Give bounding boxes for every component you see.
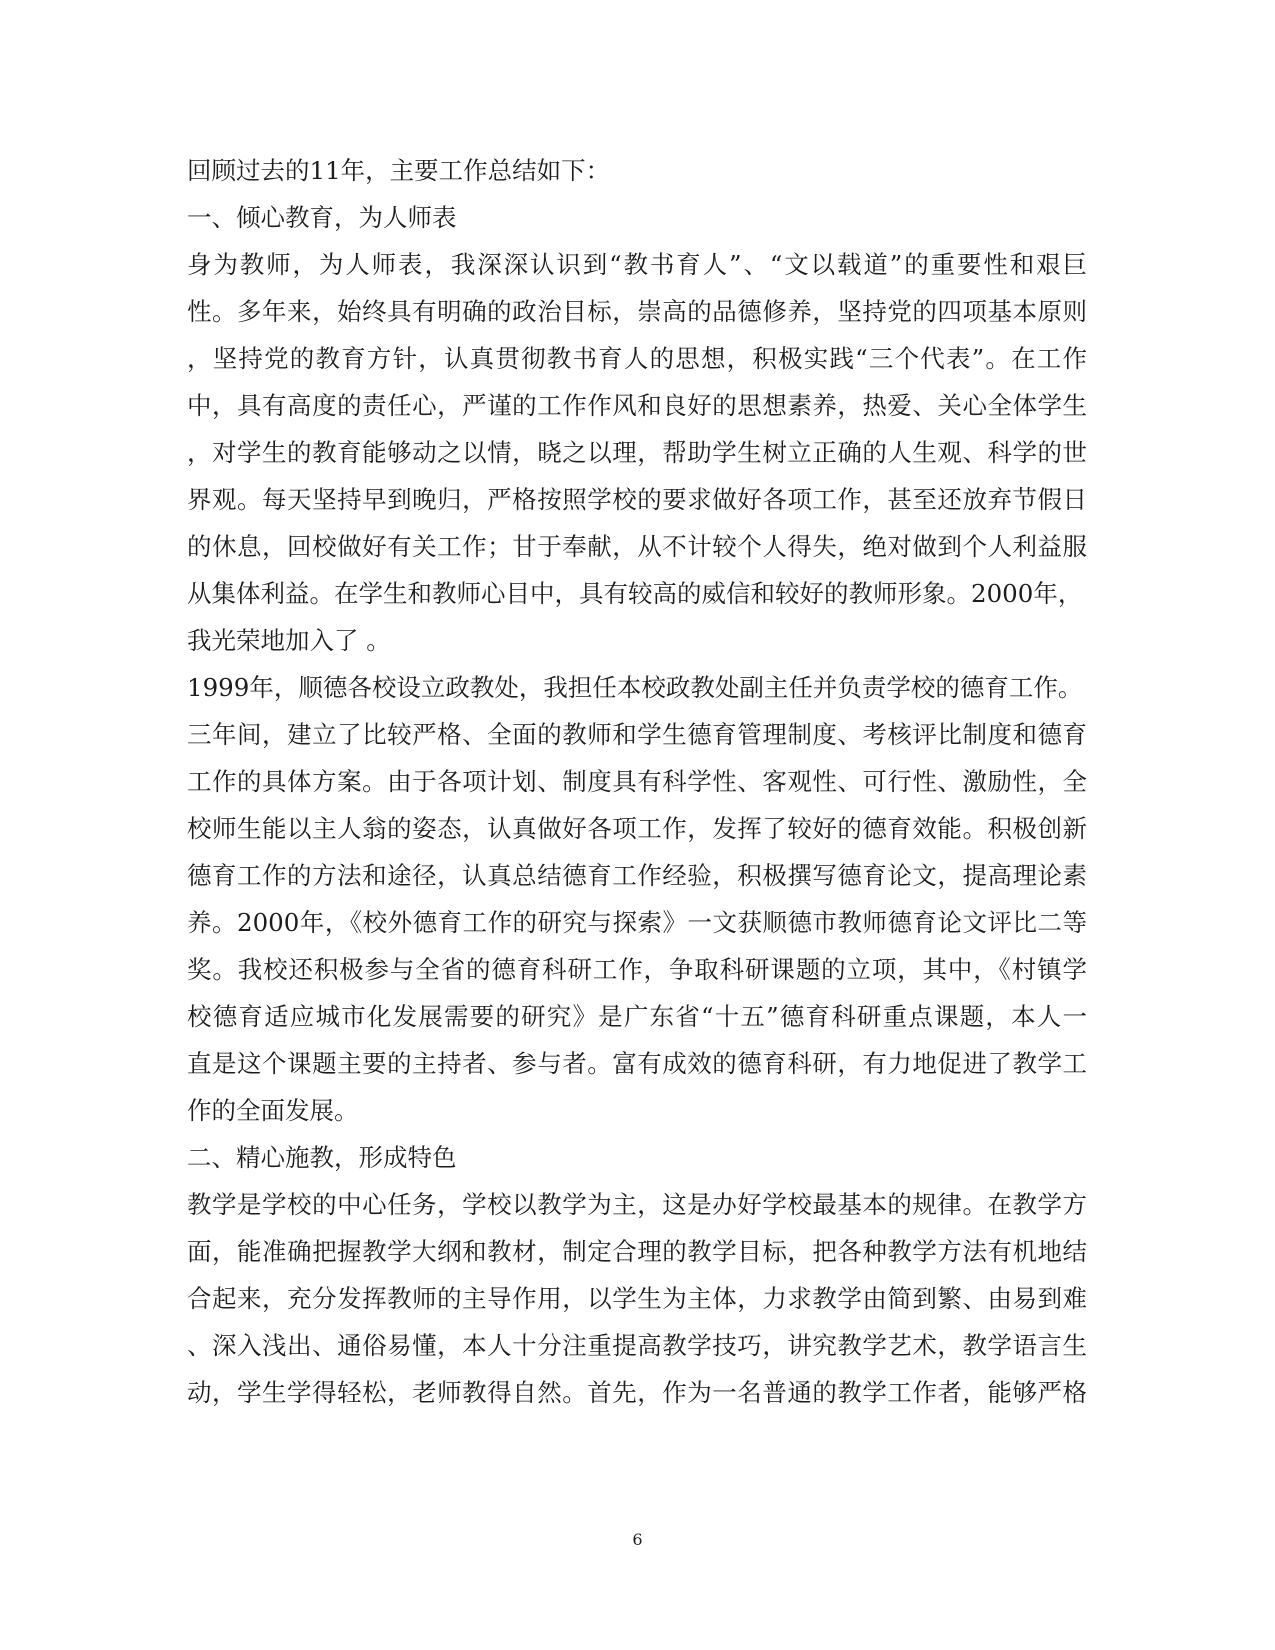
- text-line: 三年间，建立了比较严格、全面的教师和学生德育管理制度、考核评比制度和德育: [187, 720, 1087, 749]
- text-line: 面，能准确把握教学大纲和教材，制定合理的教学目标，把各种教学方法有机地结: [187, 1237, 1087, 1266]
- text-line: 德育工作的方法和途径，认真总结德育工作经验，积极撰写德育论文，提高理论素: [187, 861, 1087, 890]
- text-line: 1999年，顺德各校设立政教处，我担任本校政教处副主任并负责学校的德育工作。: [187, 673, 1083, 702]
- text-line: ，对学生的教育能够动之以情，晓之以理，帮助学生树立正确的人生观、科学的世: [187, 438, 1087, 467]
- text-line: 校师生能以主人翁的姿态，认真做好各项工作，发挥了较好的德育效能。积极创新: [187, 814, 1087, 843]
- page-number: 6: [632, 1530, 643, 1549]
- text-line: 直是这个课题主要的主持者、参与者。富有成效的德育科研，有力地促进了教学工: [187, 1049, 1087, 1078]
- text-line: 性。多年来，始终具有明确的政治目标，崇高的品德修养，坚持党的四项基本原则: [187, 297, 1087, 326]
- text-line: 回顾过去的11年，主要工作总结如下：: [187, 156, 611, 185]
- text-line: 从集体利益。在学生和教师心目中，具有较高的威信和较好的教师形象。2000年，: [187, 579, 1083, 608]
- text-line: 作的全面发展。: [187, 1096, 359, 1125]
- text-line: 合起来，充分发挥教师的主导作用，以学生为主体，力求教学由简到繁、由易到难: [187, 1284, 1087, 1313]
- text-line: 动，学生学得轻松，老师教得自然。首先，作为一名普通的教学工作者，能够严格: [187, 1378, 1087, 1407]
- text-line: 身为教师，为人师表，我深深认识到“教书育人”、“文以载道”的重要性和艰巨: [187, 250, 1087, 279]
- text-line: 养。2000年，《校外德育工作的研究与探索》一文获顺德市教师德育论文评比二等: [187, 908, 1087, 937]
- text-line: 教学是学校的中心任务，学校以教学为主，这是办好学校最基本的规律。在教学方: [187, 1190, 1087, 1219]
- text-line: 、深入浅出、通俗易懂，本人十分注重提高教学技巧，讲究教学艺术，教学语言生: [187, 1331, 1087, 1360]
- text-line: 工作的具体方案。由于各项计划、制度具有科学性、客观性、可行性、激励性，全: [187, 767, 1087, 796]
- text-line: 界观。每天坚持早到晚归，严格按照学校的要求做好各项工作，甚至还放弃节假日: [187, 485, 1087, 514]
- text-line: 中，具有高度的责任心，严谨的工作作风和良好的思想素养，热爱、关心全体学生: [187, 391, 1087, 420]
- text-line: 的休息，回校做好有关工作；甘于奉献，从不计较个人得失，绝对做到个人利益服: [187, 532, 1087, 561]
- section-heading: 二、精心施教，形成特色: [187, 1143, 457, 1172]
- text-line: 奖。我校还积极参与全省的德育科研工作，争取科研课题的立项，其中，《村镇学: [187, 955, 1087, 984]
- text-line: ，坚持党的教育方针，认真贯彻教书育人的思想，积极实践“三个代表”。在工作: [187, 344, 1087, 373]
- text-line: 我光荣地加入了 。: [187, 626, 391, 655]
- section-heading: 一、倾心教育，为人师表: [187, 203, 457, 232]
- text-line: 校德育适应城市化发展需要的研究》是广东省“十五”德育科研重点课题，本人一: [187, 1002, 1087, 1031]
